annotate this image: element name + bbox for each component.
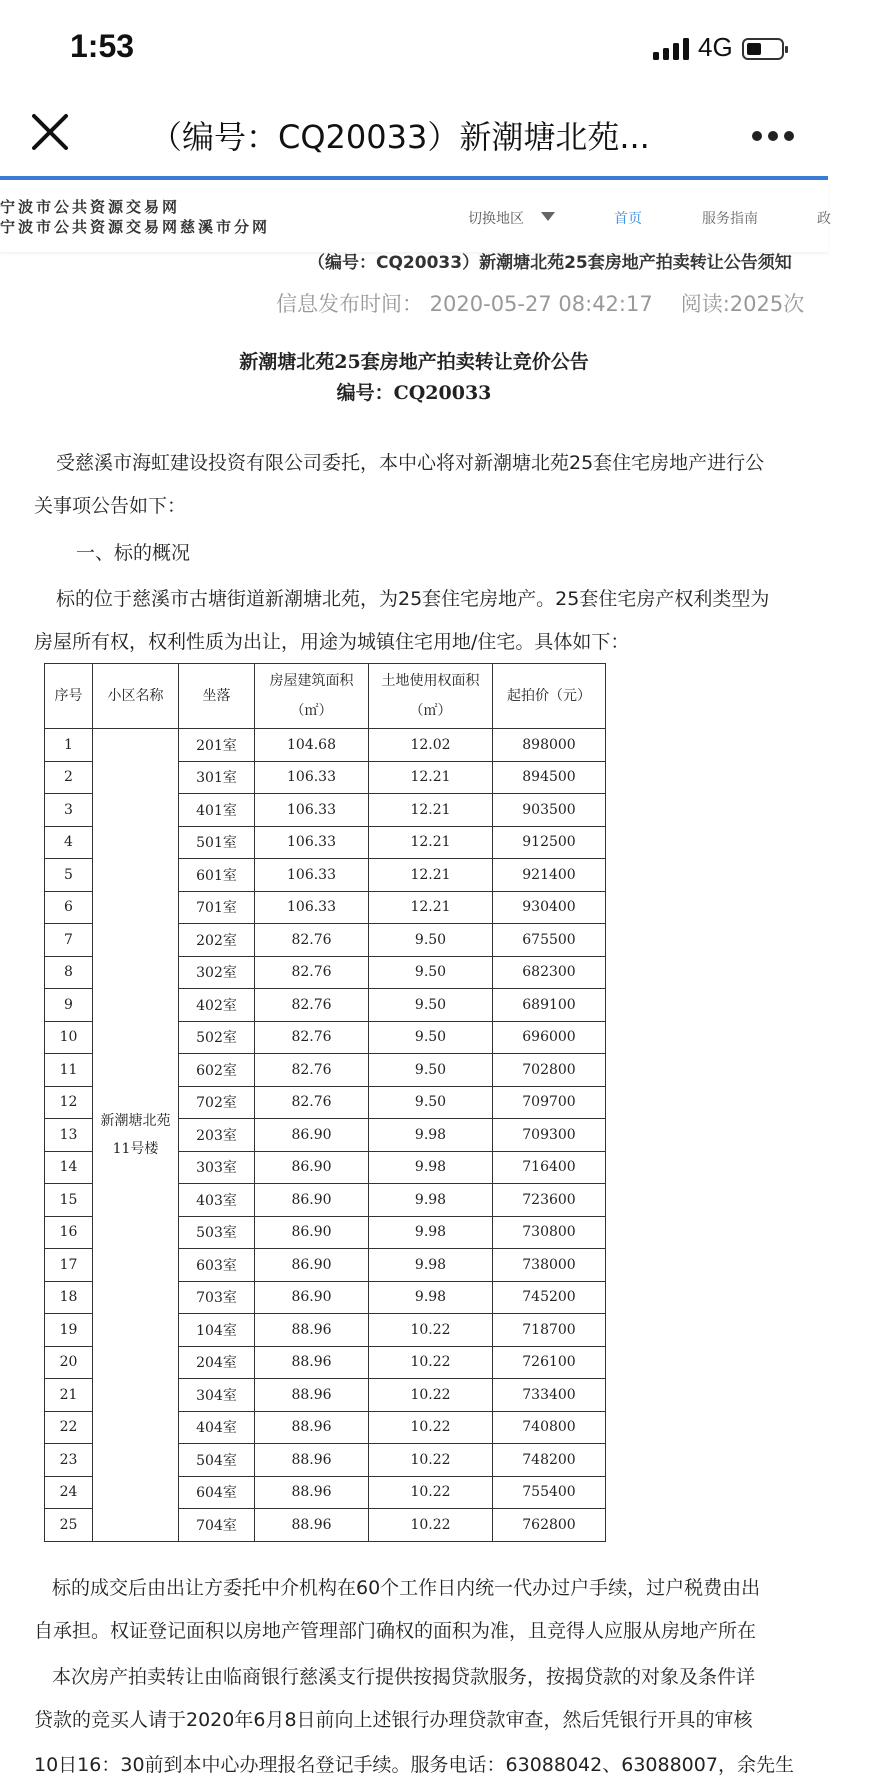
article-title: （编号：CQ20033）新潮塘北苑25套房地产拍卖转让公告须知 <box>308 253 792 273</box>
cell-land-area: 12.21 <box>369 826 493 859</box>
cell-index: 13 <box>45 1119 93 1152</box>
cell-building-area: 86.90 <box>255 1249 369 1282</box>
cell-location: 602室 <box>179 1054 255 1087</box>
cell-building-area: 82.76 <box>255 924 369 957</box>
cell-index: 7 <box>45 924 93 957</box>
cell-land-area: 9.98 <box>369 1151 493 1184</box>
cell-start-price: 696000 <box>493 1021 606 1054</box>
cell-land-area: 10.22 <box>369 1411 493 1444</box>
cell-building-area: 88.96 <box>255 1411 369 1444</box>
cell-building-area: 86.90 <box>255 1151 369 1184</box>
status-bar <box>0 0 828 100</box>
cell-location: 402室 <box>179 989 255 1022</box>
header-location: 坐落 <box>179 664 255 729</box>
cell-start-price: 709700 <box>493 1086 606 1119</box>
cell-index: 1 <box>45 729 93 762</box>
cell-start-price: 675500 <box>493 924 606 957</box>
property-table <box>44 663 606 1542</box>
cell-index: 23 <box>45 1444 93 1477</box>
cell-start-price: 718700 <box>493 1314 606 1347</box>
cell-index: 21 <box>45 1379 93 1412</box>
cell-index: 3 <box>45 794 93 827</box>
cell-land-area: 10.22 <box>369 1444 493 1477</box>
cell-start-price: 682300 <box>493 956 606 989</box>
cell-start-price: 726100 <box>493 1346 606 1379</box>
header-building-area: 房屋建筑面积（㎡） <box>255 664 369 729</box>
header-index: 序号 <box>45 664 93 729</box>
cell-index: 12 <box>45 1086 93 1119</box>
cell-start-price: 894500 <box>493 761 606 794</box>
cell-location: 203室 <box>179 1119 255 1152</box>
cell-building-area: 82.76 <box>255 1054 369 1087</box>
cell-location: 301室 <box>179 761 255 794</box>
read-count: 阅读:2025次 <box>680 292 805 316</box>
cell-land-area: 10.22 <box>369 1476 493 1509</box>
cell-building-area: 86.90 <box>255 1216 369 1249</box>
cell-index: 24 <box>45 1476 93 1509</box>
cell-location: 701室 <box>179 891 255 924</box>
cell-building-area: 88.96 <box>255 1444 369 1477</box>
cell-building-area: 82.76 <box>255 956 369 989</box>
cell-location: 404室 <box>179 1411 255 1444</box>
paragraph-3b: 自承担。权证登记面积以房地产管理部门确权的面积为准，且竞得人应服从房地产所在 <box>34 1620 757 1642</box>
cell-land-area: 12.21 <box>369 891 493 924</box>
paragraph-1b: 关事项公告如下： <box>34 495 187 517</box>
signal-icon <box>653 38 691 60</box>
cell-index: 2 <box>45 761 93 794</box>
cell-land-area: 12.21 <box>369 794 493 827</box>
cell-location: 504室 <box>179 1444 255 1477</box>
cell-land-area: 10.22 <box>369 1346 493 1379</box>
cell-land-area: 9.50 <box>369 1021 493 1054</box>
cell-location: 703室 <box>179 1281 255 1314</box>
network-type: 4G <box>698 32 733 62</box>
cell-location: 202室 <box>179 924 255 957</box>
header-community: 小区名称 <box>93 664 179 729</box>
paragraph-1a: 受慈溪市海虹建设投资有限公司委托，本中心将对新潮塘北苑25套住宅房地产进行公 <box>56 452 765 474</box>
cell-start-price: 898000 <box>493 729 606 762</box>
cell-land-area: 10.22 <box>369 1509 493 1542</box>
header-land-area: 土地使用权面积（㎡） <box>369 664 493 729</box>
cell-location: 702室 <box>179 1086 255 1119</box>
paragraph-4c: 10日16：30前到本中心办理报名登记手续。服务电话：63088042、63088007，余先生 <box>34 1754 794 1776</box>
cell-land-area: 9.50 <box>369 1054 493 1087</box>
paragraph-4a: 本次房产拍卖转让由临商银行慈溪支行提供按揭贷款服务，按揭贷款的对象及条件详 <box>52 1666 756 1688</box>
cell-building-area: 106.33 <box>255 761 369 794</box>
cell-index: 20 <box>45 1346 93 1379</box>
cell-index: 6 <box>45 891 93 924</box>
cell-location: 501室 <box>179 826 255 859</box>
cell-building-area: 88.96 <box>255 1346 369 1379</box>
cell-start-price: 738000 <box>493 1249 606 1282</box>
cell-land-area: 9.98 <box>369 1249 493 1282</box>
cell-land-area: 12.21 <box>369 859 493 892</box>
paragraph-3a: 标的成交后由出让方委托中介机构在60个工作日内统一代办过户手续，过户税费由出 <box>52 1577 761 1599</box>
cell-location: 603室 <box>179 1249 255 1282</box>
cell-index: 9 <box>45 989 93 1022</box>
nav-link-guide[interactable]: 服务指南 <box>702 211 758 227</box>
cell-start-price: 702800 <box>493 1054 606 1087</box>
cell-land-area: 10.22 <box>369 1314 493 1347</box>
cell-land-area: 10.22 <box>369 1379 493 1412</box>
cell-community <box>93 729 179 1542</box>
battery-icon <box>742 38 784 60</box>
cell-building-area: 106.33 <box>255 859 369 892</box>
cell-location: 401室 <box>179 794 255 827</box>
cell-index: 11 <box>45 1054 93 1087</box>
nav-bar <box>0 90 828 176</box>
cell-start-price: 733400 <box>493 1379 606 1412</box>
notice-heading: 新潮塘北苑25套房地产拍卖转让竞价公告 <box>239 351 589 373</box>
cell-building-area: 86.90 <box>255 1184 369 1217</box>
cell-start-price: 709300 <box>493 1119 606 1152</box>
nav-title: （编号：CQ20033）新潮塘北苑... <box>150 118 650 156</box>
cell-index: 15 <box>45 1184 93 1217</box>
cell-building-area: 104.68 <box>255 729 369 762</box>
cell-location: 201室 <box>179 729 255 762</box>
cell-start-price: 762800 <box>493 1509 606 1542</box>
cell-building-area: 106.33 <box>255 826 369 859</box>
cell-land-area: 9.98 <box>369 1281 493 1314</box>
cell-index: 4 <box>45 826 93 859</box>
cell-start-price: 930400 <box>493 891 606 924</box>
close-icon[interactable] <box>28 110 72 154</box>
cell-index: 18 <box>45 1281 93 1314</box>
header-start-price: 起拍价（元） <box>493 664 606 729</box>
nav-link-home[interactable]: 首页 <box>614 211 642 227</box>
cell-building-area: 86.90 <box>255 1281 369 1314</box>
cell-index: 19 <box>45 1314 93 1347</box>
cell-start-price: 730800 <box>493 1216 606 1249</box>
site-header <box>0 180 831 252</box>
cell-index: 17 <box>45 1249 93 1282</box>
cell-start-price: 748200 <box>493 1444 606 1477</box>
table-header-row <box>45 664 606 729</box>
cell-building-area: 88.96 <box>255 1509 369 1542</box>
cell-index: 5 <box>45 859 93 892</box>
paragraph-4b: 贷款的竞买人请于2020年6月8日前向上述银行办理贷款审查，然后凭银行开具的审核 <box>34 1709 753 1731</box>
cell-location: 601室 <box>179 859 255 892</box>
publish-time: 信息发布时间： 2020-05-27 08:42:17 <box>276 292 653 316</box>
paragraph-2b: 房屋所有权，权利性质为出让，用途为城镇住宅用地/住宅。具体如下： <box>34 631 630 653</box>
cell-index: 8 <box>45 956 93 989</box>
cell-start-price: 755400 <box>493 1476 606 1509</box>
cell-start-price: 716400 <box>493 1151 606 1184</box>
cell-land-area: 9.50 <box>369 956 493 989</box>
cell-building-area: 106.33 <box>255 891 369 924</box>
status-time: 1:53 <box>70 28 135 64</box>
cell-location: 104室 <box>179 1314 255 1347</box>
cell-building-area: 82.76 <box>255 1086 369 1119</box>
cell-building-area: 88.96 <box>255 1314 369 1347</box>
cell-location: 503室 <box>179 1216 255 1249</box>
cell-land-area: 9.98 <box>369 1216 493 1249</box>
cell-land-area: 12.21 <box>369 761 493 794</box>
cell-location: 403室 <box>179 1184 255 1217</box>
cell-location: 204室 <box>179 1346 255 1379</box>
cell-index: 14 <box>45 1151 93 1184</box>
cell-land-area: 9.50 <box>369 989 493 1022</box>
cell-land-area: 9.50 <box>369 924 493 957</box>
community-name-line2: 11号楼 <box>112 1140 159 1157</box>
cell-index: 25 <box>45 1509 93 1542</box>
cell-start-price: 740800 <box>493 1411 606 1444</box>
notice-code: 编号：CQ20033 <box>336 382 492 404</box>
cell-index: 16 <box>45 1216 93 1249</box>
cell-building-area: 88.96 <box>255 1379 369 1412</box>
region-switch[interactable]: 切换地区 <box>468 211 524 227</box>
cell-location: 604室 <box>179 1476 255 1509</box>
cell-building-area: 88.96 <box>255 1476 369 1509</box>
cell-building-area: 82.76 <box>255 989 369 1022</box>
site-logo-line2[interactable]: 宁波市公共资源交易网慈溪市分网 <box>0 218 271 236</box>
cell-building-area: 86.90 <box>255 1119 369 1152</box>
cell-start-price: 723600 <box>493 1184 606 1217</box>
more-options-icon[interactable] <box>752 126 802 140</box>
chevron-down-icon[interactable] <box>541 212 555 221</box>
article-meta <box>276 288 832 318</box>
cell-index: 22 <box>45 1411 93 1444</box>
paragraph-2a: 标的位于慈溪市古塘街道新潮塘北苑，为25套住宅房地产。25套住宅房产权利类型为 <box>56 588 770 610</box>
cell-location: 304室 <box>179 1379 255 1412</box>
cell-building-area: 82.76 <box>255 1021 369 1054</box>
cell-location: 302室 <box>179 956 255 989</box>
cell-location: 704室 <box>179 1509 255 1542</box>
section-heading-1: 一、标的概况 <box>76 542 191 564</box>
cell-land-area: 12.02 <box>369 729 493 762</box>
cell-index: 10 <box>45 1021 93 1054</box>
cell-land-area: 9.98 <box>369 1184 493 1217</box>
site-logo-line1[interactable]: 宁波市公共资源交易网 <box>0 198 181 216</box>
cell-start-price: 745200 <box>493 1281 606 1314</box>
cell-building-area: 106.33 <box>255 794 369 827</box>
cell-location: 303室 <box>179 1151 255 1184</box>
cell-land-area: 9.50 <box>369 1086 493 1119</box>
cell-start-price: 689100 <box>493 989 606 1022</box>
cell-start-price: 903500 <box>493 794 606 827</box>
cell-start-price: 921400 <box>493 859 606 892</box>
cell-start-price: 912500 <box>493 826 606 859</box>
table-row <box>45 729 606 762</box>
cell-land-area: 9.98 <box>369 1119 493 1152</box>
community-name-line1: 新潮塘北苑 <box>100 1112 171 1129</box>
nav-link-more[interactable]: 政 <box>817 211 831 227</box>
cell-location: 502室 <box>179 1021 255 1054</box>
